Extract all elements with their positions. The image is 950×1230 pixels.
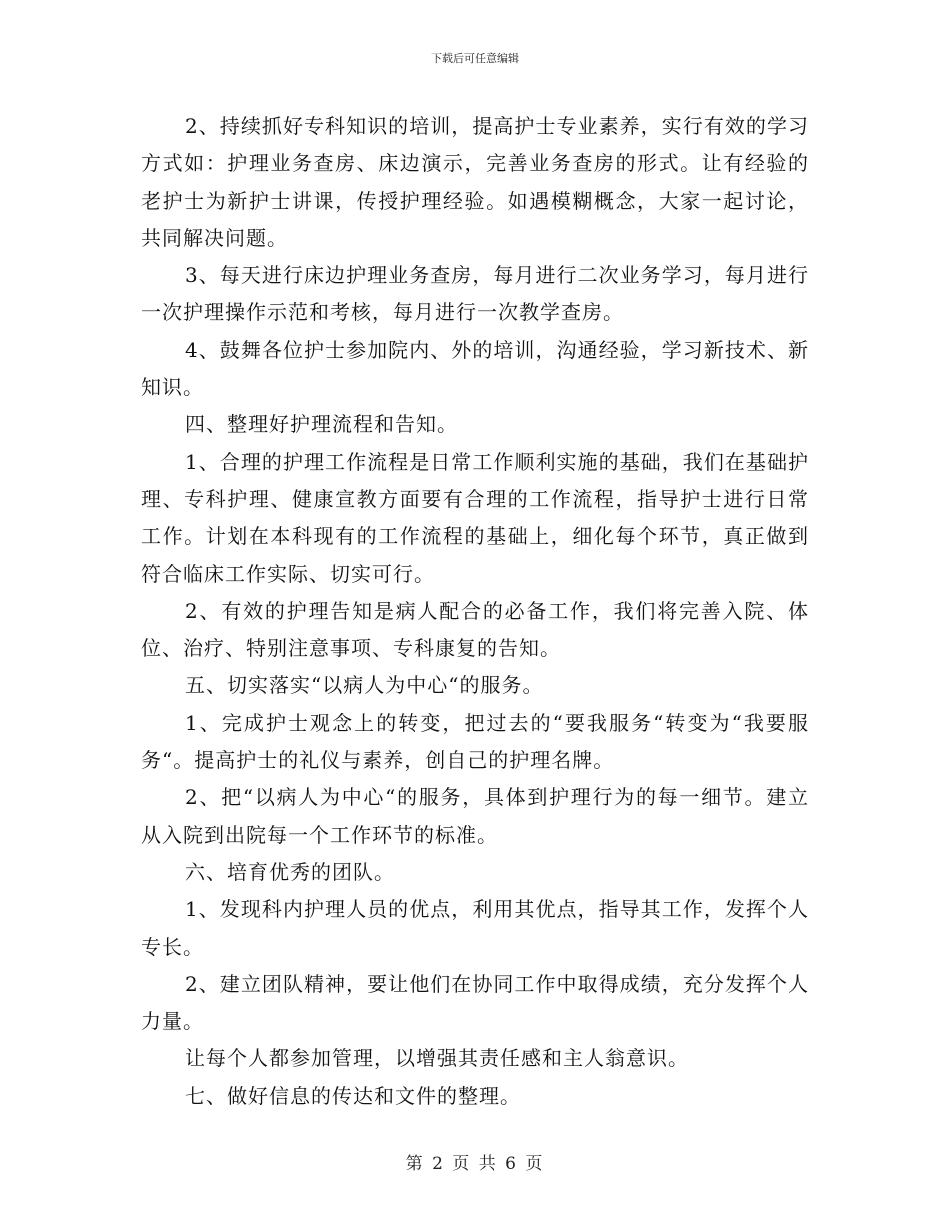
section-heading-7: 七、做好信息的传达和文件的整理。: [185, 1083, 521, 1108]
paragraph-1: 2、持续抓好专科知识的培训，提高护士专业素养，实行有效的学习方式如：护理业务查房、床边演示，完善业务查房的形式。让有经验的老护士为新护士讲课，传授护理经验。如遇模糊概念，大家一起讨论，共同解决问题。: [141, 114, 809, 250]
paragraph-3: 4、鼓舞各位护士参加院内、外的培训，沟通经验，学习新技术、新知识。: [141, 337, 809, 400]
paragraph-4-1: 1、合理的护理工作流程是日常工作顺利实施的基础，我们在基础护理、专科护理、健康宣教方面要有合理的工作流程，指导护士进行日常工作。计划在本科现有的工作流程的基础上，细化每个环节，真正做到符合临床工作实际、切实可行。: [141, 449, 809, 586]
section-heading-4: 四、整理好护理流程和告知。: [185, 412, 458, 437]
page-number-footer: 第 2 页 共 6 页: [405, 1154, 545, 1174]
paragraph-6-2: 2、建立团队精神，要让他们在协同工作中取得成绩，充分发挥个人力量。: [141, 971, 809, 1034]
paragraph-2: 3、每天进行床边护理业务查房，每月进行二次业务学习，每月进行一次护理操作示范和考核，每月进行一次教学查房。: [141, 263, 809, 325]
paragraph-6-1: 1、发现科内护理人员的优点，利用其优点，指导其工作，发挥个人专长。: [141, 897, 809, 959]
paragraph-5-1: 1、完成护士观念上的转变，把过去的“要我服务“转变为“我要服务“。提高护士的礼仪与素养，创自己的护理名牌。: [141, 710, 809, 773]
paragraph-6-3: 让每个人都参加管理，以增强其责任感和主人翁意识。: [185, 1046, 689, 1071]
paragraph-4-2: 2、有效的护理告知是病人配合的必备工作，我们将完善入院、体位、治疗、特别注意事项、专科康复的告知。: [141, 598, 809, 661]
document-body: [141, 108, 809, 1115]
section-heading-5: 五、切实落实“以病人为中心“的服务。: [185, 673, 544, 698]
page-header: 下载后可任意编辑: [431, 52, 519, 65]
paragraph-5-2: 2、把“以病人为中心“的服务，具体到护理行为的每一细节。建立从入院到出院每一个工作环节的标准。: [141, 785, 809, 847]
section-heading-6: 六、培育优秀的团队。: [185, 859, 395, 884]
